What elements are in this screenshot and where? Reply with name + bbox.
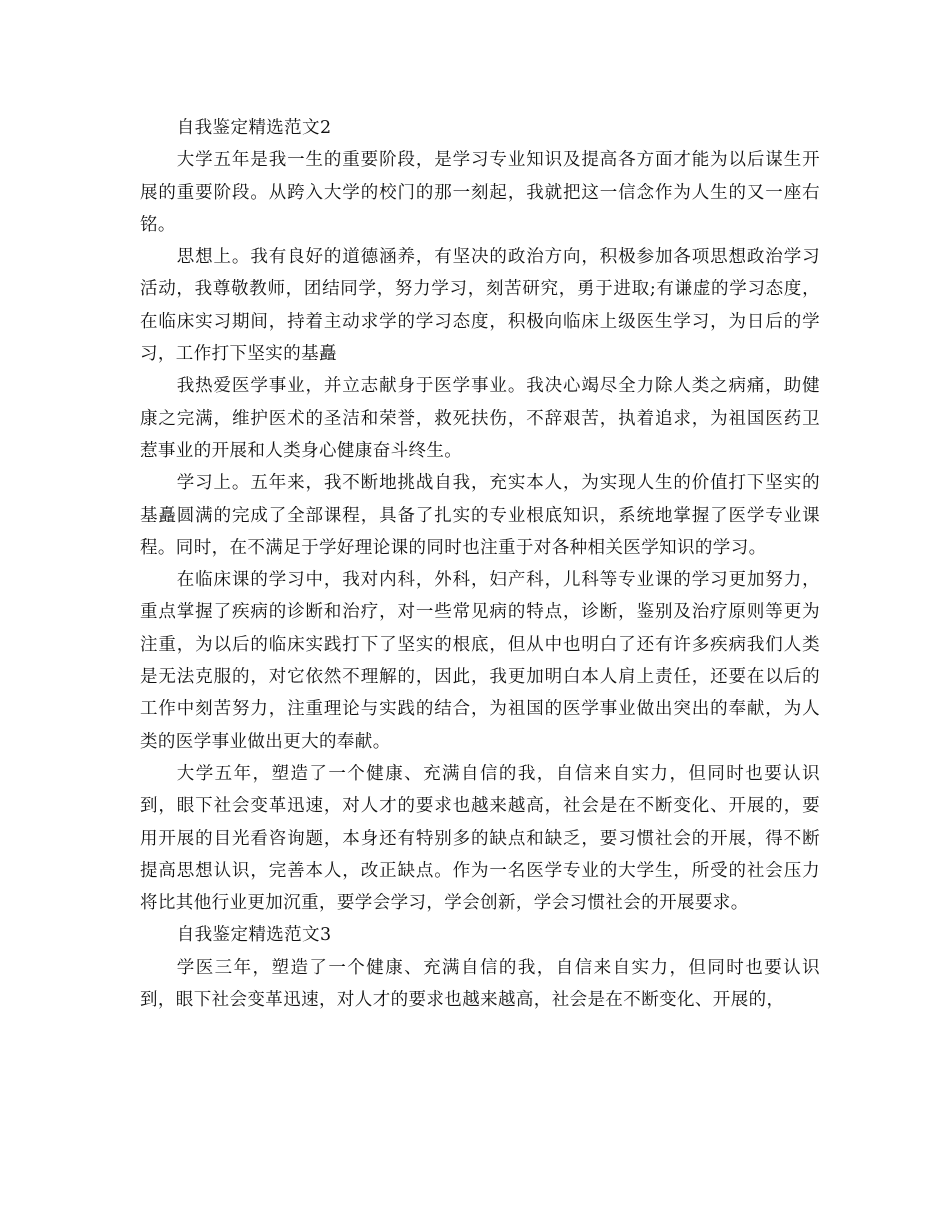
document-body [140, 112, 820, 1016]
section-heading-2: 自我鉴定精选范文2 [176, 118, 332, 138]
section-heading-3: 自我鉴定精选范文3 [176, 925, 332, 946]
paragraph: 学习上。五年来，我不断地挑战自我，充实本人，为实现人生的价值打下坚实的基矗圆满的完成了全部课程，具备了扎实的专业根底知识，系统地掌握了医学专业课程。同时，在不满足于学好理论课的同时也注重于对各种相关医学知识的学习。 [140, 473, 820, 558]
paragraph: 思想上。我有良好的道德涵养，有坚决的政治方向，积极参加各项思想政治学习活动，我尊敬教师，团结同学，努力学习，刻苦研究，勇于进取;有谦虚的学习态度，在临床实习期间，持着主动求学的学习态度，积极向临床上级医生学习，为日后的学习，工作打下坚实的基矗 [140, 247, 820, 365]
paragraph: 大学五年是我一生的重要阶段，是学习专业知识及提高各方面才能为以后谋生开展的重要阶段。从跨入大学的校门的那一刻起，我就把这一信念作为人生的又一座右铭。 [140, 150, 820, 235]
paragraph: 在临床课的学习中，我对内科，外科，妇产科，儿科等专业课的学习更加努力，重点掌握了疾病的诊断和治疗，对一些常见病的特点，诊断，鉴别及治疗原则等更为注重，为以后的临床实践打下了坚实的根底，但从中也明白了还有许多疾病我们人类是无法克服的，对它依然不理解的，因此，我更加明白本人肩上责任，还要在以后的工作中刻苦努力，注重理论与实践的结合，为祖国的医学事业做出突出的奉献，为人类的医学事业做出更大的奉献。 [140, 570, 820, 752]
paragraph: 我热爱医学事业，并立志献身于医学事业。我决心竭尽全力除人类之病痛，助健康之完满，维护医术的圣洁和荣誉，救死扶伤，不辞艰苦，执着追求，为祖国医药卫惹事业的开展和人类身心健康奋斗终生。 [140, 376, 820, 461]
paragraph: 学医三年，塑造了一个健康、充满自信的我，自信来自实力，但同时也要认识到，眼下社会变革迅速，对人才的要求也越来越高，社会是在不断变化、开展的， [140, 957, 820, 1011]
paragraph: 大学五年，塑造了一个健康、充满自信的我，自信来自实力，但同时也要认识到，眼下社会变革迅速，对人才的要求也越来越高，社会是在不断变化、开展的，要用开展的目光看咨询题，本身还有特别多的缺点和缺乏，要习惯社会的开展，得不断提高思想认识，完善本人，改正缺点。作为一名医学专业的大学生，所受的社会压力将比其他行业更加沉重，要学会学习，学会创新，学会习惯社会的开展要求。 [140, 763, 820, 914]
